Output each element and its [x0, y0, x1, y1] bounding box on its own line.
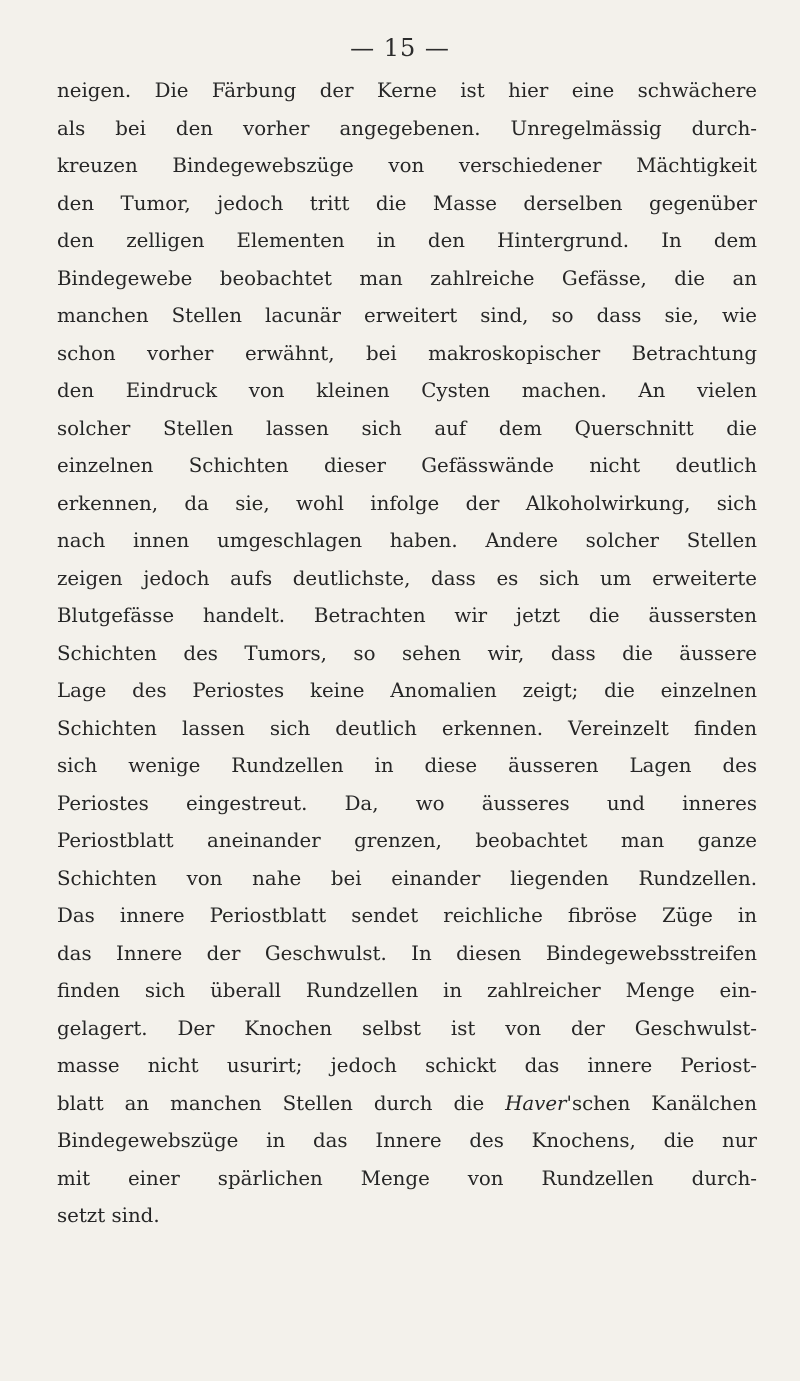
text-line: finden sich überall Rundzellen in zahlreicher Menge ein-	[57, 979, 757, 1002]
text-line: Schichten des Tumors, so sehen wir, dass die äussere	[57, 641, 757, 665]
body-text	[57, 72, 757, 1235]
text-line: Bindegewebszüge in das Innere des Knochens, die nur	[57, 1129, 757, 1152]
text-line: sich wenige Rundzellen in diese äusseren Lagen des	[57, 754, 757, 777]
text-line: erkennen, da sie, wohl infolge der Alkoholwirkung, sich	[57, 491, 757, 515]
italic-name: Haver	[505, 1091, 567, 1115]
text-line: masse nicht usurirt; jedoch schickt das innere Periost-	[57, 1054, 757, 1077]
text-line: zeigen jedoch aufs deutlichste, dass es sich um erweiterte	[57, 566, 757, 590]
text-line: gelagert. Der Knochen selbst ist von der Geschwulst-	[57, 1016, 757, 1040]
text-line: Schichten von nahe bei einander liegenden Rundzellen.	[57, 866, 757, 890]
text-line: den Tumor, jedoch tritt die Masse derselben gegenüber	[57, 191, 757, 215]
page-number: — 15 —	[350, 34, 450, 62]
text-line: neigen. Die Färbung der Kerne ist hier eine schwächere	[57, 79, 757, 102]
text-line: Periostblatt aneinander grenzen, beobachtet man ganze	[57, 829, 757, 852]
text-line-with-italic	[57, 1085, 757, 1123]
text-line: Lage des Periostes keine Anomalien zeigt; die einzelnen	[57, 679, 757, 702]
text-line: Bindegewebe beobachtet man zahlreiche Gefässe, die an	[57, 266, 757, 290]
text-line: das Innere der Geschwulst. In diesen Bindegewebsstreifen	[57, 941, 757, 965]
text-line: Periostes eingestreut. Da, wo äusseres und inneres	[57, 791, 757, 815]
text-line: mit einer spärlichen Menge von Rundzellen durch-	[57, 1166, 757, 1190]
text-line: kreuzen Bindegewebszüge von verschiedener Mächtigkeit	[57, 154, 757, 177]
text-line: solcher Stellen lassen sich auf dem Querschnitt die	[57, 416, 757, 440]
text-line: den Eindruck von kleinen Cysten machen. An vielen	[57, 379, 757, 402]
text-segment: blatt an manchen Stellen durch die	[57, 1091, 506, 1115]
text-line: Das innere Periostblatt sendet reichliche fibröse Züge in	[57, 904, 757, 927]
text-line: einzelnen Schichten dieser Gefässwände nicht deutlich	[57, 454, 757, 477]
text-line: als bei den vorher angegebenen. Unregelmässig durch-	[57, 116, 757, 140]
text-line: setzt sind.	[57, 1204, 160, 1227]
text-line: Blutgefässe handelt. Betrachten wir jetzt die äussersten	[57, 604, 757, 627]
text-line: den zelligen Elementen in den Hintergrund. In dem	[57, 229, 757, 252]
text-line: nach innen umgeschlagen haben. Andere solcher Stellen	[57, 529, 757, 552]
text-segment: 'schen Kanälchen	[566, 1091, 757, 1115]
text-line: manchen Stellen lacunär erweitert sind, so dass sie, wie	[57, 304, 757, 327]
text-line: Schichten lassen sich deutlich erkennen. Vereinzelt finden	[57, 716, 757, 740]
text-line: schon vorher erwähnt, bei makroskopischer Betrachtung	[57, 341, 757, 365]
